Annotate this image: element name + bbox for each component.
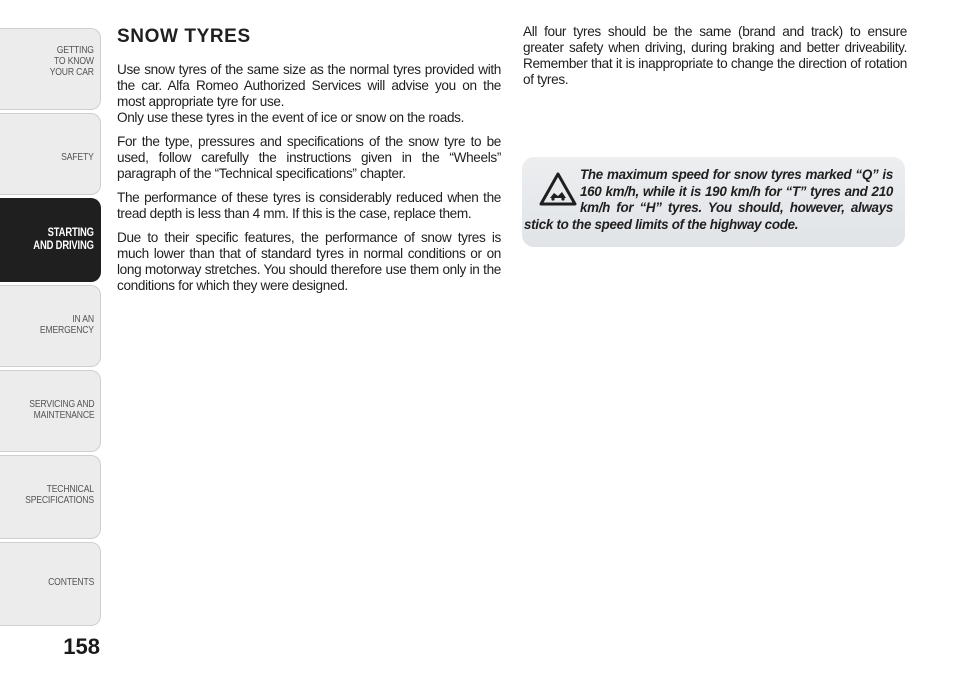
tab-technical-specifications[interactable] — [0, 455, 101, 539]
tab-label: CONTENTS — [47, 576, 94, 588]
tab-label: STARTING AND DRIVING — [33, 227, 94, 252]
section-title: SNOW TYRES — [117, 26, 251, 47]
tab-contents[interactable] — [0, 542, 101, 626]
tab-label: IN AN EMERGENCY — [39, 313, 94, 336]
chapter-sidebar — [0, 0, 102, 630]
tab-getting-to-know-your-car[interactable] — [0, 28, 101, 110]
page-number: 158 — [63, 634, 100, 659]
paragraph: Due to their specific features, the performance of snow tyres is much lower than that of standard tyres in normal conditions or on long motorway stretches. You should therefore use them only in the conditions for which they were designed. — [117, 230, 501, 293]
paragraph: The performance of these tyres is considerably reduced when the tread depth is less than 4 mm. If this is the case, replace them. — [117, 190, 501, 221]
paragraph: For the type, pressures and specifications of the snow tyre to be used, follow carefully the instructions given in the “Wheels” paragraph of the “Technical specifications” chapter. — [117, 134, 501, 181]
paragraph: Only use these tyres in the event of ice or snow on the roads. — [117, 110, 465, 125]
left-column — [117, 26, 501, 302]
tab-servicing-and-maintenance[interactable] — [0, 370, 101, 452]
warning-text — [524, 167, 893, 233]
tab-in-an-emergency[interactable] — [0, 285, 101, 367]
warning-text-content: The maximum speed for snow tyres marked “Q” is 160 km/h, while it is 190 km/h for “T” tyres and 210 km/h for “H” tyres. You should, however, always stick to the speed limits of the highway code. — [524, 167, 893, 232]
paragraph: All four tyres should be the same (brand and track) to ensure greater safety when driving, during braking and better driveability. Remember that it is inappropriate to change the direction of rotation of tyres. — [523, 24, 907, 87]
paragraph: Use snow tyres of the same size as the normal tyres provided with the car. Alfa Romeo Authorized Services will advise you on the most appropriate tyre for use. — [117, 62, 501, 109]
icon-wrap-spacer — [524, 167, 580, 215]
right-column — [523, 24, 907, 96]
tab-label: TECHNICAL SPECIFICATIONS — [25, 483, 94, 506]
warning-box — [522, 157, 905, 247]
tab-label: SAFETY — [61, 151, 94, 163]
tab-label: GETTING TO KNOW YOUR CAR — [49, 44, 94, 78]
tab-label: SERVICING AND MAINTENANCE — [28, 398, 94, 421]
tab-starting-and-driving[interactable] — [0, 198, 101, 282]
tab-safety[interactable] — [0, 113, 101, 195]
